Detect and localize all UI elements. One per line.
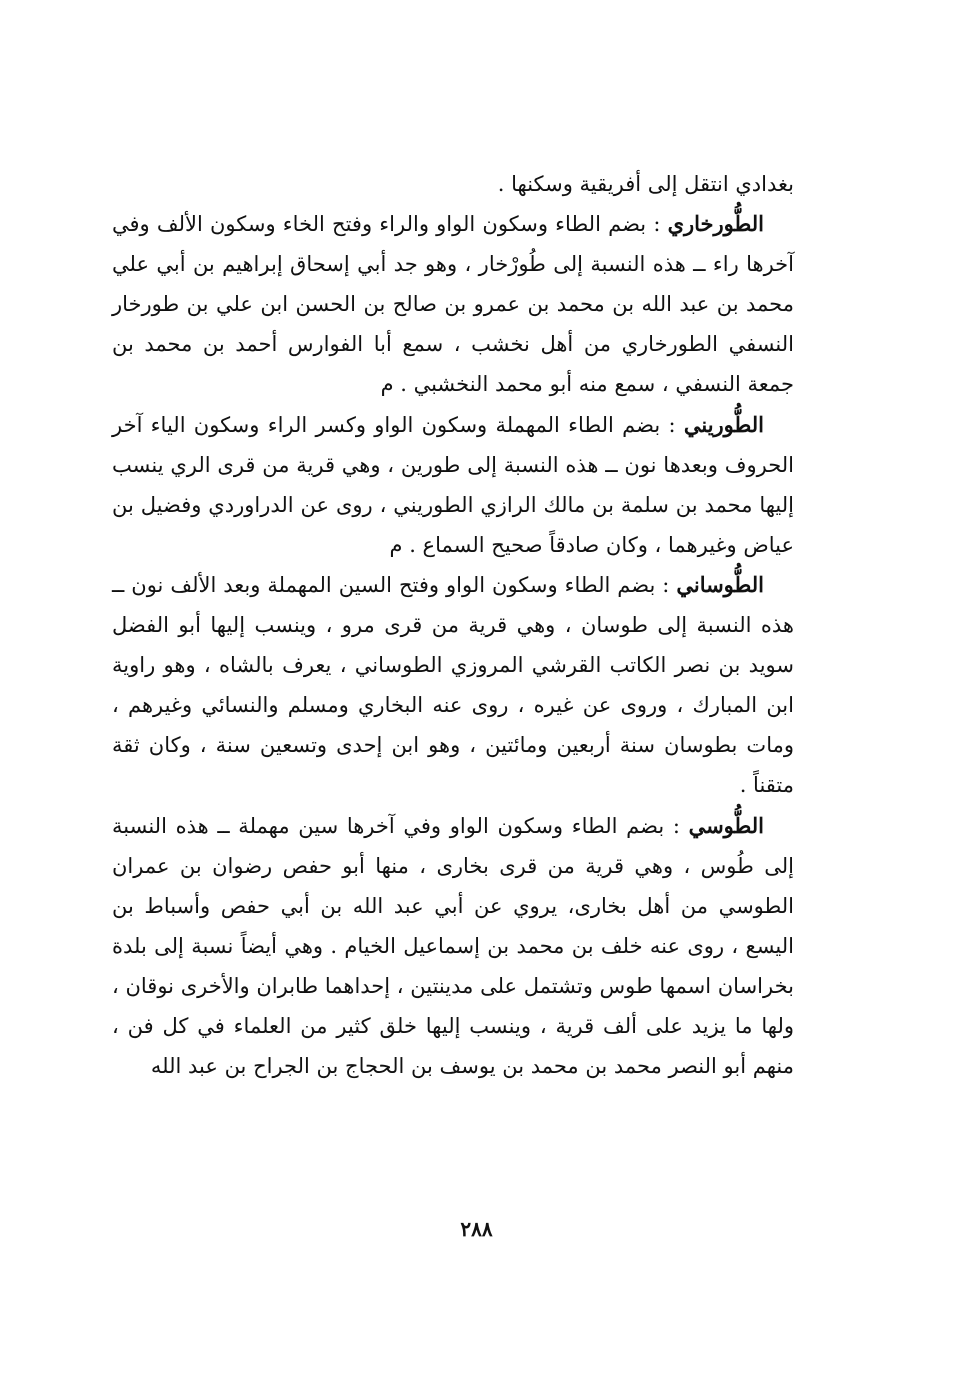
entry-body: : بضم الطاء وسكون الواو وفي آخرها سين مهملة ــ هذه النسبة إلى طُوس ، وهي قرية من قرى بخارى ، منها أبو حفص رضوان بن عمران الطوسي من أهل بخارى، يروي عن أبي عبد الله بن أبي حفص وأسباط بن اليسع ، روى عنه خلف بن محمد بن إسماعيل الخيام . وهي أيضاً نسبة إلى بلدة بخراسان اسمها طوس وتشتمل على مدينتين ، إحداهما طابران والأخرى نوقان ، ولها ما يزيد على ألف قرية ، وينسب إليها خلق كثير من العلماء في كل فن ، منهم أبو النصر محمد بن محمد بن يوسف بن الحجاج بن الجراح بن عبد الله <box>112 813 794 1079</box>
entry-turkhari <box>112 204 794 404</box>
opening-line <box>112 164 794 204</box>
opening-line-text: بغدادي انتقل إلى أفريقية وسكنها . <box>497 172 794 196</box>
entry-headword: الطُّوريني <box>683 411 764 437</box>
entry-headword: الطُّوساني <box>676 571 764 597</box>
page-number: ٢٨٨ <box>460 1217 493 1241</box>
entry-body: : بضم الطاء وسكون الواو والراء وفتح الخاء وسكون الألف وفي آخرها راء ــ هذه النسبة إلى طُورْخار ، وهو جد أبي إسحاق إبراهيم بن أبي علي محمد بن عبد الله بن محمد بن عمرو بن صالح بن الحسن ابن علي بن طورخار النسفي الطورخاري من أهل نخشب ، سمع أبا الفوارس أحمد بن محمد بن جمعة النسفي ، سمع منه أبو محمد النخشبي . م <box>112 212 794 397</box>
entry-tusi <box>112 806 794 1087</box>
entry-body: : بضم الطاء وسكون الواو وفتح السين المهملة وبعد الألف نون ــ هذه النسبة إلى طوسان ، وهي قرية من قرى مرو ، وينسب إليها أبو الفضل سويد بن نصر الكاتب القرشي المروزي الطوساني ، يعرف بالشاه ، وهو راوية ابن المبارك ، وروى عن غيره ، روى عنه البخاري ومسلم والنسائي وغيرهم ، ومات بطوسان سنة أربعين ومائتين ، وهو ابن إحدى وتسعين سنة ، وكان ثقة متقناً . <box>112 572 794 798</box>
entry-headword: الطُّوسي <box>688 812 764 838</box>
entry-tusani <box>112 565 794 806</box>
entry-body: : بضم الطاء المهملة وسكون الواو وكسر الراء وسكون الياء آخر الحروف وبعدها نون ــ هذه النسبة إلى طورين ، وهي قرية من قرى الري ينسب إليها محمد بن سلمة بن مالك الرازي الطوريني ، روى عن الدراوردي وفضيل بن عياض وغيرهما ، وكان صادقاً صحيح السماع . م <box>112 412 795 557</box>
entry-headword: الطُّورخاري <box>667 211 764 237</box>
page-text <box>112 164 794 1086</box>
entry-turini <box>112 405 794 565</box>
